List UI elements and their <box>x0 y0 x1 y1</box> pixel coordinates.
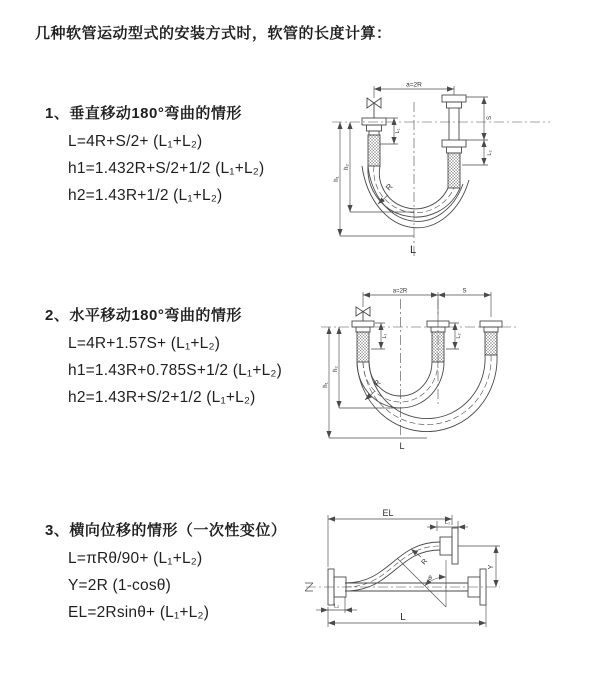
section-vertical-180 <box>45 104 264 205</box>
dim-label-h1: h₁ <box>334 176 340 182</box>
section-3-heading: 3、横向位移的情形（一次性变位） <box>45 522 287 539</box>
formula-line: h2=1.43R+S/2+1/2 (L₁+L₂) <box>68 389 256 406</box>
right-connector <box>442 95 466 188</box>
length-label: L <box>409 244 417 256</box>
section-2-heading: 2、水平移动180°弯曲的情形 <box>45 307 242 324</box>
dim-label-a2r: a=2R <box>406 81 422 89</box>
dim-label-l2: L₂ <box>487 150 493 156</box>
dim-label-a2r: a=2R <box>392 288 408 295</box>
right-connector <box>480 321 502 355</box>
s-curve-hose <box>345 528 458 591</box>
valve-icon <box>356 307 370 321</box>
formula-line: Y=2R (1-cosθ) <box>68 577 171 594</box>
angle-theta-label: θ <box>428 575 432 582</box>
dim-label-l2: L₂ <box>456 333 462 339</box>
section-horizontal-180 <box>45 306 282 407</box>
radius-label: R <box>372 378 383 389</box>
left-connector <box>362 118 386 166</box>
dim-label-s: S <box>462 288 467 295</box>
dim-label-l2: L₂ <box>333 603 340 610</box>
dim-label-y: Y <box>488 564 495 570</box>
dim-label-el: EL <box>382 508 394 518</box>
hose-u-bend <box>357 355 497 432</box>
braid-section <box>448 153 460 188</box>
section-lateral-displacement <box>45 521 286 622</box>
middle-connector <box>427 321 449 362</box>
diagram-lateral-displacement <box>300 505 600 650</box>
formula-line: h1=1.432R+S/2+1/2 (L₁+L₂) <box>68 160 265 177</box>
radius-label: R <box>384 182 395 193</box>
formula-line: L=4R+1.57S+ (L₁+L₂) <box>68 335 221 352</box>
left-connector <box>352 321 374 362</box>
diagram-horizontal-180-bend <box>305 283 595 453</box>
radius-label: R <box>420 557 430 567</box>
braid-section <box>368 135 380 166</box>
dim-label-h2: h₂ <box>344 164 350 170</box>
braid-section <box>485 332 497 355</box>
formula-line: L=4R+S/2+ (L₁+L₂) <box>68 133 203 150</box>
dim-label-l1: L₁ <box>382 333 388 339</box>
formula-line: L=πRθ/90+ (L₁+L₂) <box>68 550 203 567</box>
formula-line: EL=2Rsinθ+ (L₁+L₂) <box>68 604 210 621</box>
dim-label-l1: L₁ <box>445 520 450 526</box>
dim-label-s: S <box>487 115 493 121</box>
dim-label-h2: h₂ <box>333 366 339 372</box>
section-1-heading: 1、垂直移动180°弯曲的情形 <box>45 105 242 122</box>
angle-construction <box>397 558 446 607</box>
dimension-lines <box>316 515 500 627</box>
dim-label-h1: h₁ <box>323 382 329 388</box>
page-title: 几种软管运动型式的安装方式时，软管的长度计算： <box>35 25 392 42</box>
braid-section <box>432 332 444 362</box>
length-label: L <box>400 612 406 623</box>
braid-section <box>357 332 369 362</box>
length-label: L <box>399 441 405 451</box>
formula-line: h1=1.43R+0.785S+1/2 (L₁+L₂) <box>68 362 282 379</box>
formula-line: h2=1.43R+1/2 (L₁+L₂) <box>68 187 223 204</box>
diagram-vertical-180-bend <box>318 68 588 263</box>
valve-icon <box>367 98 381 118</box>
dim-label-l1: L₁ <box>395 128 401 134</box>
